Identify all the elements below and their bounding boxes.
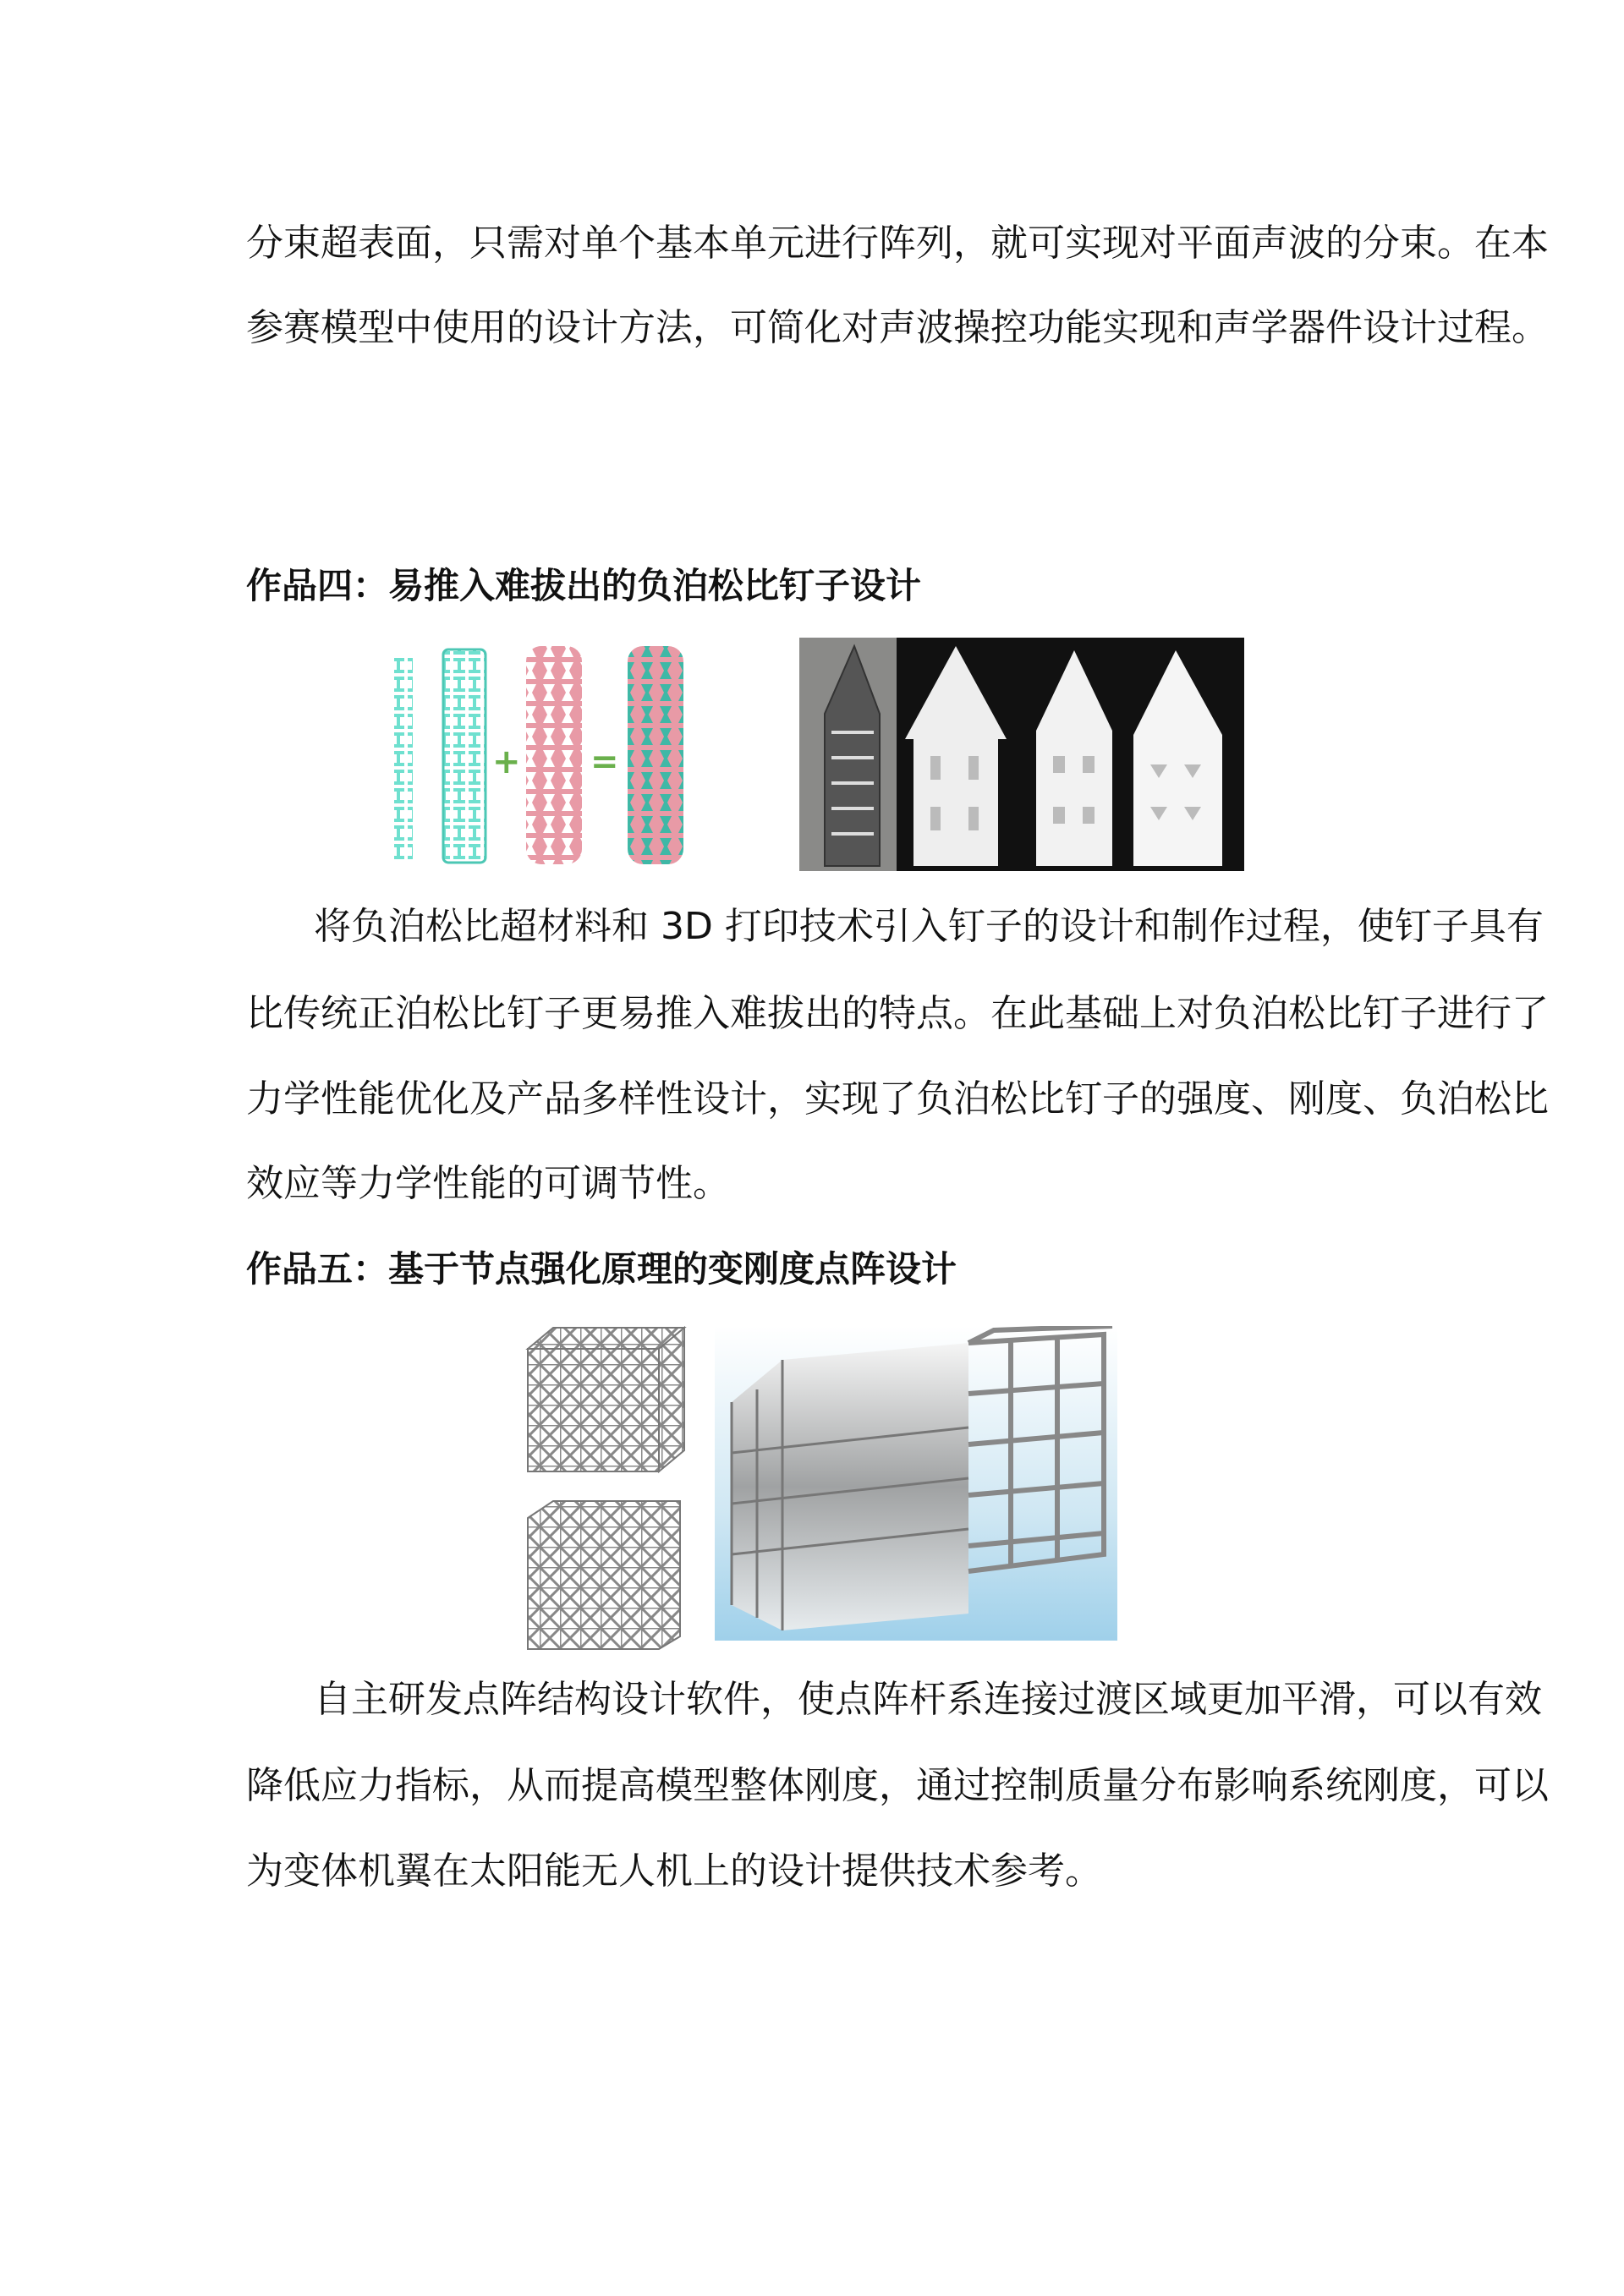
- section-heading-work5: 作品五：基于节点强化原理的变刚度点阵设计: [246, 1248, 957, 1290]
- lattice-unit-images: [519, 1323, 689, 1653]
- text-line: 降低应力指标，从而提高模型整体刚度，通过控制质量分布影响系统刚度，可以: [246, 1764, 1549, 1807]
- text-line: 参赛模型中使用的设计方法，可简化对声波操控功能实现和声学器件设计过程。: [246, 306, 1549, 349]
- equals-symbol: =: [590, 743, 619, 781]
- text-line: 力学性能优化及产品多样性设计，实现了负泊松比钉子的强度、刚度、负泊松比: [246, 1077, 1549, 1121]
- text-line: 比传统正泊松比钉子更易推入难拔出的特点。在此基础上对负泊松比钉子进行了: [246, 992, 1549, 1035]
- nail-prototype-photo: [799, 638, 1244, 871]
- text-line: 为变体机翼在太阳能无人机上的设计提供技术参考。: [246, 1849, 1102, 1893]
- text-line: 将负泊松比超材料和 3D 打印技术引入钉子的设计和制作过程，使钉子具有: [314, 905, 1544, 948]
- plus-symbol: +: [492, 743, 521, 781]
- text-line: 效应等力学性能的可调节性。: [246, 1162, 730, 1205]
- text-line: 分束超表面，只需对单个基本单元进行阵列，就可实现对平面声波的分束。在本: [246, 222, 1549, 265]
- text-line: 自主研发点阵结构设计软件，使点阵杆系连接过渡区域更加平滑，可以有效: [314, 1678, 1542, 1721]
- variable-stiffness-lattice-render: [715, 1326, 1117, 1641]
- nail-design-diagram: [391, 638, 795, 871]
- section-heading-work4: 作品四：易推入难拔出的负泊松比钉子设计: [246, 565, 922, 606]
